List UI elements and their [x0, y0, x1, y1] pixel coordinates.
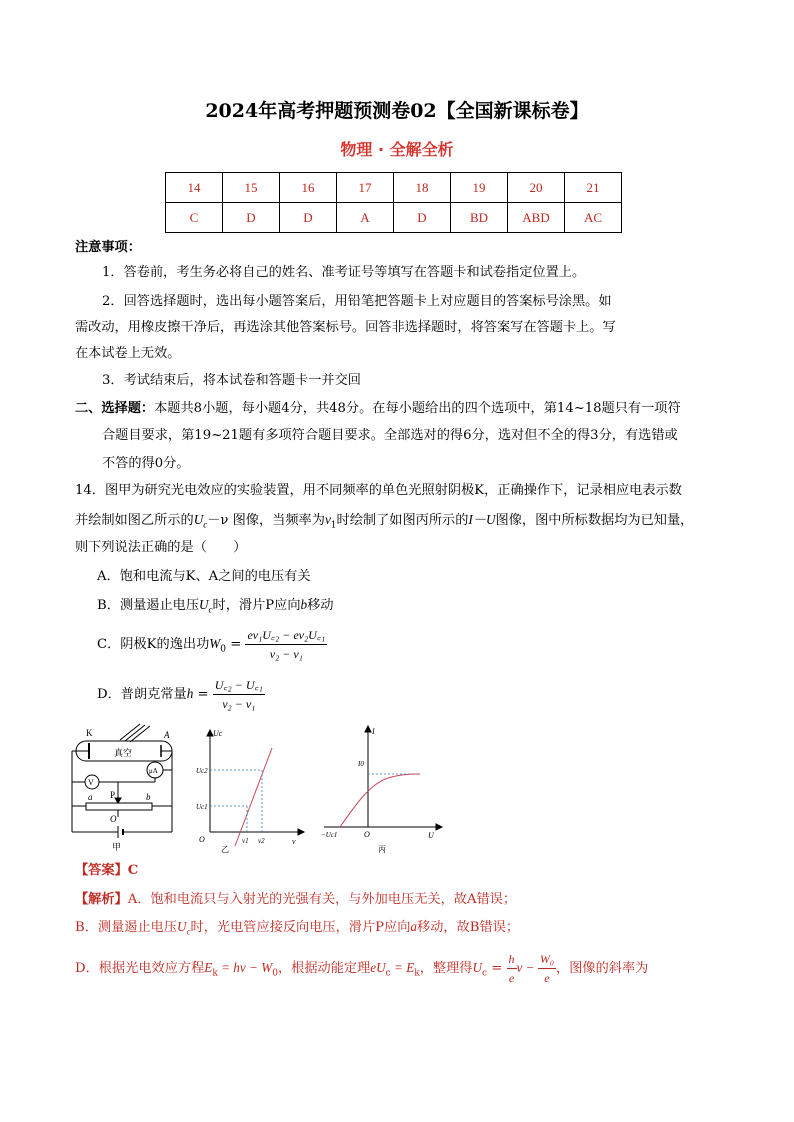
section-line-3: 不答的得0分。	[102, 456, 190, 471]
label-k: K	[86, 728, 93, 738]
uc-nu-line	[235, 748, 272, 846]
rheostat	[86, 803, 152, 810]
notes-heading: 注意事项：	[75, 240, 141, 255]
answer-table-numbers-row	[166, 173, 622, 203]
label-o: O	[110, 814, 117, 824]
figure-jia-circuit	[66, 722, 178, 857]
tick-uc1: Uc1	[196, 803, 208, 811]
analysis-sub: c	[385, 968, 391, 979]
answer-value: D	[223, 203, 280, 233]
question-stem-1: 14．图甲为研究光电效应的实验装置，用不同频率的单色光照射阴极K，正确操作下，记录相应电表示数	[75, 483, 682, 498]
x-axis-label: ν	[292, 837, 296, 846]
slider-arrow	[115, 798, 121, 803]
option-c: C．阴极K的逸出功$W_0$ = $\frac{\text{eν₁U꜀₂ − eν₂U꜀₁}}{\text{ν₂ − ν₁}}$	[97, 628, 326, 661]
section-text-1: 本题共8小题，每小题4分，共48分。在每小题给出的四个选项中，第14~18题只有一项符	[154, 401, 681, 416]
option-text: D．普朗克常量	[97, 687, 187, 702]
label-slider-b: b	[146, 792, 151, 802]
analysis-line-b	[75, 918, 519, 941]
origin-label: O	[199, 835, 205, 844]
y-axis-label: Uc	[213, 729, 223, 738]
option-d-fraction	[213, 676, 265, 713]
answer-number: 15	[223, 173, 280, 203]
notes-item-2b: 需改动，用橡皮擦干净后，再选涂其他答案标号。回答非选择题时，将答案写在答题卡上。写	[75, 320, 616, 335]
analysis-fraction-w0-e	[538, 950, 556, 987]
stem-var: I－U	[468, 512, 496, 527]
analysis-fraction-h-e	[507, 950, 517, 987]
label-slider-p: P	[110, 790, 116, 800]
notes-item-1: 1．答卷前，考生务必将自己的姓名、准考证号等填写在答题卡和试卷指定位置上。	[102, 265, 586, 280]
fraction-denominator: ν₂ − ν₁	[222, 697, 256, 711]
answer-value: A	[337, 203, 394, 233]
analysis-text: =	[487, 961, 507, 976]
option-text: 移动	[307, 598, 334, 613]
option-var: h	[186, 686, 194, 701]
answer-number: 17	[337, 173, 394, 203]
fraction-numerator: W₀	[538, 950, 556, 969]
answer-value: D	[280, 203, 337, 233]
answer-number: 19	[451, 173, 508, 203]
analysis-var: a	[410, 919, 418, 934]
figure-bing-graph	[318, 722, 448, 857]
section-line-2: 合题目要求，第19~21题有多项符合题目要求。全部选对的得6分，选对但不全的得3分，有选错或	[102, 428, 678, 443]
y-axis-arrow	[365, 726, 371, 732]
analysis-text: 移动，故B错误；	[417, 920, 520, 935]
x-axis-arrow	[436, 824, 442, 830]
stem-text: 时绘制了如图丙所示的	[336, 513, 469, 528]
analysis-text: B．测量遏止电压	[75, 920, 178, 935]
option-var: U	[199, 597, 209, 612]
fraction-numerator: h	[507, 950, 517, 969]
stem-text: 并绘制如图乙所示的	[75, 513, 194, 528]
answer-number: 20	[508, 173, 565, 203]
notes-item-3: 3．考试结束后，将本试卷和答题卡一并交回	[102, 373, 361, 388]
origin-label: O	[364, 830, 370, 839]
analysis-sub: c	[186, 926, 191, 937]
analysis-text: 时，光电管应接反向电压，滑片P应向	[190, 920, 411, 935]
tick-i0: I0	[358, 760, 364, 768]
answer-value: BD	[451, 203, 508, 233]
fraction-numerator: eν₁U꜀₂ − eν₂U꜀₁	[245, 626, 327, 645]
answer-number: 21	[565, 173, 622, 203]
stem-text: 图像，图中所标数据均为已知量，	[495, 513, 694, 528]
section-line-1	[75, 400, 681, 418]
stem-var: U	[193, 512, 204, 527]
option-var: b	[300, 597, 308, 612]
page-title: 2024年高考押题预测卷02【全国新课标卷】	[205, 100, 589, 122]
page-subtitle: 物理 · 全解全析	[340, 140, 454, 159]
label-ua: μA	[149, 767, 158, 775]
option-text: C．阴极K的逸出功	[97, 637, 210, 652]
analysis-text: A．饱和电流只与入射光的光强有关，与外加电压无关，故A错误；	[127, 892, 517, 907]
section-label: 二、选择题：	[75, 401, 155, 416]
analysis-text: ，根据动能定理	[277, 961, 371, 976]
analysis-line-a	[75, 891, 516, 909]
analysis-var: U	[177, 919, 187, 934]
analysis-var: E	[204, 960, 213, 975]
analysis-sub: 0	[272, 968, 278, 979]
notes-item-2a: 2．回答选择题时，选出每小题答案后，用铅笔把答题卡上对应题目的答案标号涂黑。如	[102, 294, 612, 309]
stem-var: ν	[324, 512, 331, 527]
answer-value: C	[166, 203, 223, 233]
stem-sub: 1	[330, 520, 337, 531]
analysis-var: eU	[370, 960, 386, 975]
fraction-denominator: e	[544, 971, 550, 985]
answer-number: 14	[166, 173, 223, 203]
answer-value: D	[394, 203, 451, 233]
option-b	[97, 596, 334, 619]
option-c-fraction	[245, 626, 327, 663]
label-slider-a: a	[88, 792, 93, 802]
analysis-sub: k	[414, 968, 420, 979]
figure-yi-graph	[196, 722, 306, 857]
label-a: A	[164, 730, 170, 740]
tick-nu1: ν1	[242, 837, 249, 845]
analysis-line-d	[75, 950, 648, 987]
option-sub: c	[208, 604, 213, 615]
analysis-text: ，图像的斜率为	[556, 961, 649, 976]
option-text: 时，滑片P应向	[212, 598, 301, 613]
answer-value: ABD	[508, 203, 565, 233]
option-var: W	[209, 636, 221, 651]
question-stem-3: 则下列说法正确的是（ ）	[75, 540, 247, 555]
answer-number: 18	[394, 173, 451, 203]
analysis-text: ，整理得	[419, 961, 473, 976]
answer-value: AC	[565, 203, 622, 233]
i-u-curve	[340, 774, 420, 827]
tick-uc2: Uc2	[196, 767, 208, 775]
analysis-var: = hν − W	[217, 960, 273, 975]
figure-yi-caption: 乙	[221, 845, 229, 854]
analysis-sub: c	[482, 968, 488, 979]
notes-item-2c: 在本试卷上无效。	[75, 346, 181, 361]
y-axis-label: I	[372, 727, 375, 736]
analysis-var: ν −	[516, 960, 538, 975]
fraction-numerator: U꜀₂ − U꜀₁	[213, 676, 265, 695]
answer-label: 【答案】C	[75, 863, 139, 878]
label-v: V	[88, 778, 94, 787]
option-a: A．饱和电流与K、A之间的电压有关	[97, 569, 311, 584]
x-axis-label: U	[428, 831, 434, 840]
fraction-denominator: e	[508, 971, 515, 985]
figure-jia-caption: 甲	[112, 842, 122, 852]
tick-neg-uc1: −Uc1	[321, 831, 338, 839]
analysis-label: 【解析】	[75, 892, 128, 907]
answer-table	[165, 172, 622, 233]
stem-sub: c	[203, 519, 208, 530]
option-d: D．普朗克常量h = $\frac{\text{U꜀₂ − U꜀₁}}{\text{ν₂ − ν₁}}$	[97, 678, 263, 711]
analysis-var: = E	[390, 960, 415, 975]
stem-text: －ν 图像，当频率为	[207, 513, 325, 528]
analysis-sub: k	[212, 968, 218, 979]
question-stem-2	[75, 511, 693, 535]
tick-nu2: ν2	[258, 837, 265, 845]
x-axis-arrow	[298, 829, 304, 835]
analysis-var: U	[472, 960, 483, 975]
figure-bing-caption: 丙	[378, 845, 386, 854]
option-sub: 0	[220, 644, 226, 655]
answer-table-answers-row	[166, 203, 622, 233]
fraction-denominator: ν₂ − ν₁	[269, 647, 303, 661]
label-vacuum: 真空	[114, 748, 133, 758]
analysis-text: D．根据光电效应方程	[75, 961, 205, 976]
answer-number: 16	[280, 173, 337, 203]
option-text: B．测量遏止电压	[97, 598, 200, 613]
